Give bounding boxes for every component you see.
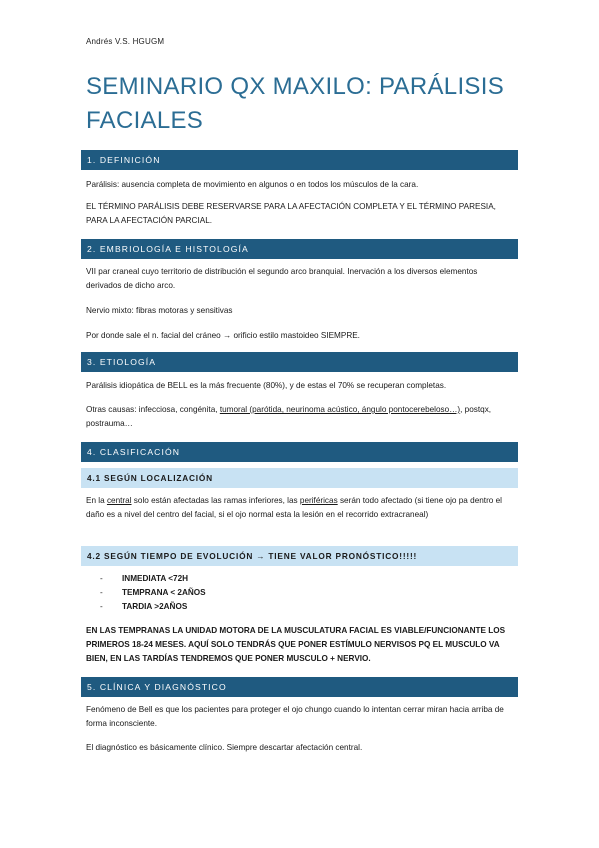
paragraph: VII par craneal cuyo territorio de distribución el segundo arco branquial. Inervación a los diversos elementos derivados de dicho arco. (86, 267, 478, 290)
list-marker: - (100, 602, 103, 611)
text-run: serán todo afectado (si tiene ojo pa dentro el daño es a nivel del centro del facial, si el ojo normal esta la lesión en el recorrido extracraneal) (86, 496, 503, 519)
underlined-text: tumoral (parótida, neurinoma acústico, ángulo pontocerebeloso…) (219, 405, 461, 414)
underlined-text: central (106, 496, 132, 505)
paragraph: Fenómeno de Bell es que los pacientes para proteger el ojo chungo cuando lo intentan cerrar miran hacia arriba de forma inconsciente. (86, 705, 504, 728)
author-header: Andrés V.S. HGUGM (86, 37, 165, 46)
paragraph-caps: EL TÉRMINO PARÁLISIS DEBE RESERVARSE PARA LA AFECTACIÓN COMPLETA Y EL TÉRMINO PARESIA, PARA LA AFECTACIÓN PARCIAL. (86, 202, 496, 225)
list-item-text: TARDIA >2AÑOS (122, 602, 188, 611)
list-item (100, 572, 206, 586)
list-item (100, 586, 206, 600)
paragraph: Parálisis: ausencia completa de movimiento en algunos o en todos los músculos de la cara. (86, 180, 419, 189)
text-run: En la (86, 496, 107, 505)
paragraph-caps: EN LAS TEMPRANAS LA UNIDAD MOTORA DE LA MUSCULATURA FACIAL ES VIABLE/FUNCIONANTE LOS PRIMEROS 18-24 MESES. AQUÍ SOLO TENDRÁS QUE PONER ESTÍMULO NERVISOS PQ EL MUSCULO VA BIEN, EN LAS TARDÍAS TENDREMOS QUE PONER MUSCULO + NERVIO. (86, 626, 506, 663)
paragraph: Nervio mixto: fibras motoras y sensitivas (86, 306, 233, 315)
paragraph: El diagnóstico es básicamente clínico. Siempre descartar afectación central. (86, 743, 363, 752)
list-item-text: INMEDIATA <72H (122, 574, 189, 583)
subsection-heading-localizacion: 4.1 SEGÚN LOCALIZACIÓN (81, 468, 518, 488)
evolution-list (100, 572, 206, 614)
section-heading-clasificacion: 4. CLASIFICACIÓN (81, 442, 518, 462)
paragraph: Parálisis idiopática de BELL es la más frecuente (80%), y de estas el 70% se recuperan completas. (86, 381, 447, 390)
paragraph-causas (86, 403, 514, 431)
subsection-heading-tiempo-evolucion: 4.2 SEGÚN TIEMPO DE EVOLUCIÓN → TIENE VALOR PRONÓSTICO!!!!! (81, 546, 518, 566)
paragraph-localizacion (86, 494, 512, 522)
list-marker: - (100, 574, 103, 583)
paragraph: Por donde sale el n. facial del cráneo → orificio estilo mastoideo SIEMPRE. (86, 331, 360, 340)
text-run: solo están afectadas las ramas inferiores, las (131, 496, 300, 505)
list-item (100, 600, 206, 614)
document-title: SEMINARIO QX MAXILO: PARÁLISIS FACIALES (86, 73, 504, 134)
text-run: Otras causas: infecciosa, congénita, (86, 405, 220, 414)
underlined-text: periféricas (299, 496, 338, 505)
section-heading-embriologia: 2. EMBRIOLOGÍA E HISTOLOGÍA (81, 239, 518, 259)
section-heading-definicion: 1. DEFINICIÓN (81, 150, 518, 170)
section-heading-etiologia: 3. ETIOLOGÍA (81, 352, 518, 372)
list-marker: - (100, 588, 103, 597)
list-item-text: TEMPRANA < 2AÑOS (122, 588, 206, 597)
section-heading-clinica: 5. CLÍNICA Y DIAGNÓSTICO (81, 677, 518, 697)
text-run: , postqx, postrauma… (86, 405, 492, 428)
